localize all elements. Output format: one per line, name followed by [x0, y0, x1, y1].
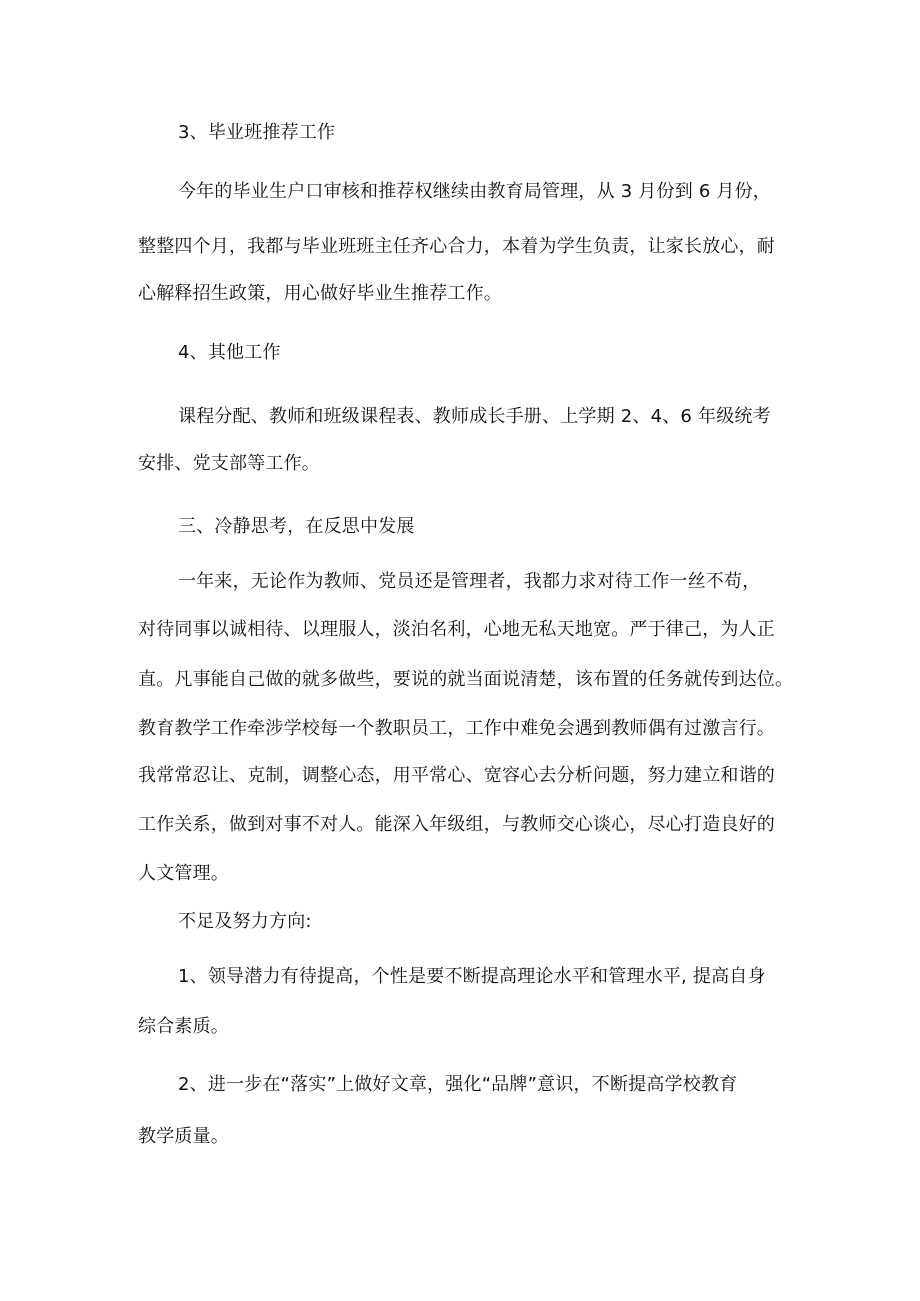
part-3-heading: 三、冷静思考，在反思中发展 [178, 516, 415, 537]
improvement-item-1-line-2: 综合素质。 [138, 1016, 229, 1037]
section-3-heading: 3、毕业班推荐工作 [178, 122, 336, 143]
improvement-item-1-line-1: 1、领导潜力有待提高，个性是要不断提高理论水平和管理水平, 提高自身 [178, 966, 766, 987]
part-3-line-2: 对待同事以诚相待、以理服人，淡泊名利，心地无私天地宽。严于律己，为人正 [138, 619, 775, 640]
section-4-line-2: 安排、党支部等工作。 [138, 453, 320, 474]
section-3-line-3: 心解释招生政策，用心做好毕业生推荐工作。 [138, 283, 502, 304]
improvement-heading: 不足及努力方向: [178, 911, 312, 932]
section-4-heading: 4、其他工作 [178, 342, 281, 363]
improvement-item-2-line-2: 教学质量。 [138, 1126, 229, 1147]
section-3-line-1: 今年的毕业生户口审核和推荐权继续由教育局管理，从 3 月份到 6 月份， [178, 181, 771, 202]
part-3-line-3: 直。凡事能自己做的就多做些，要说的就当面说清楚，该布置的任务就传到达位。 [138, 669, 794, 690]
part-3-line-1: 一年来，无论作为教师、党员还是管理者，我都力求对待工作一丝不苟， [178, 571, 761, 592]
section-3-line-2: 整整四个月，我都与毕业班班主任齐心合力，本着为学生负责，让家长放心，耐 [138, 236, 775, 257]
part-3-line-5: 我常常忍让、克制，调整心态，用平常心、宽容心去分析问题，努力建立和谐的 [138, 765, 775, 786]
part-3-line-7: 人文管理。 [138, 863, 229, 884]
improvement-item-2-line-1: 2、进一步在“落实”上做好文章，强化“品牌”意识，不断提高学校教育 [178, 1074, 738, 1095]
part-3-line-6: 工作关系，做到对事不对人。能深入年级组，与教师交心谈心，尽心打造良好的 [138, 814, 775, 835]
section-4-line-1: 课程分配、教师和班级课程表、教师成长手册、上学期 2、4、6 年级统考 [178, 406, 771, 427]
part-3-line-4: 教育教学工作牵涉学校每一个教职员工，工作中难免会遇到教师偶有过激言行。 [138, 718, 775, 739]
